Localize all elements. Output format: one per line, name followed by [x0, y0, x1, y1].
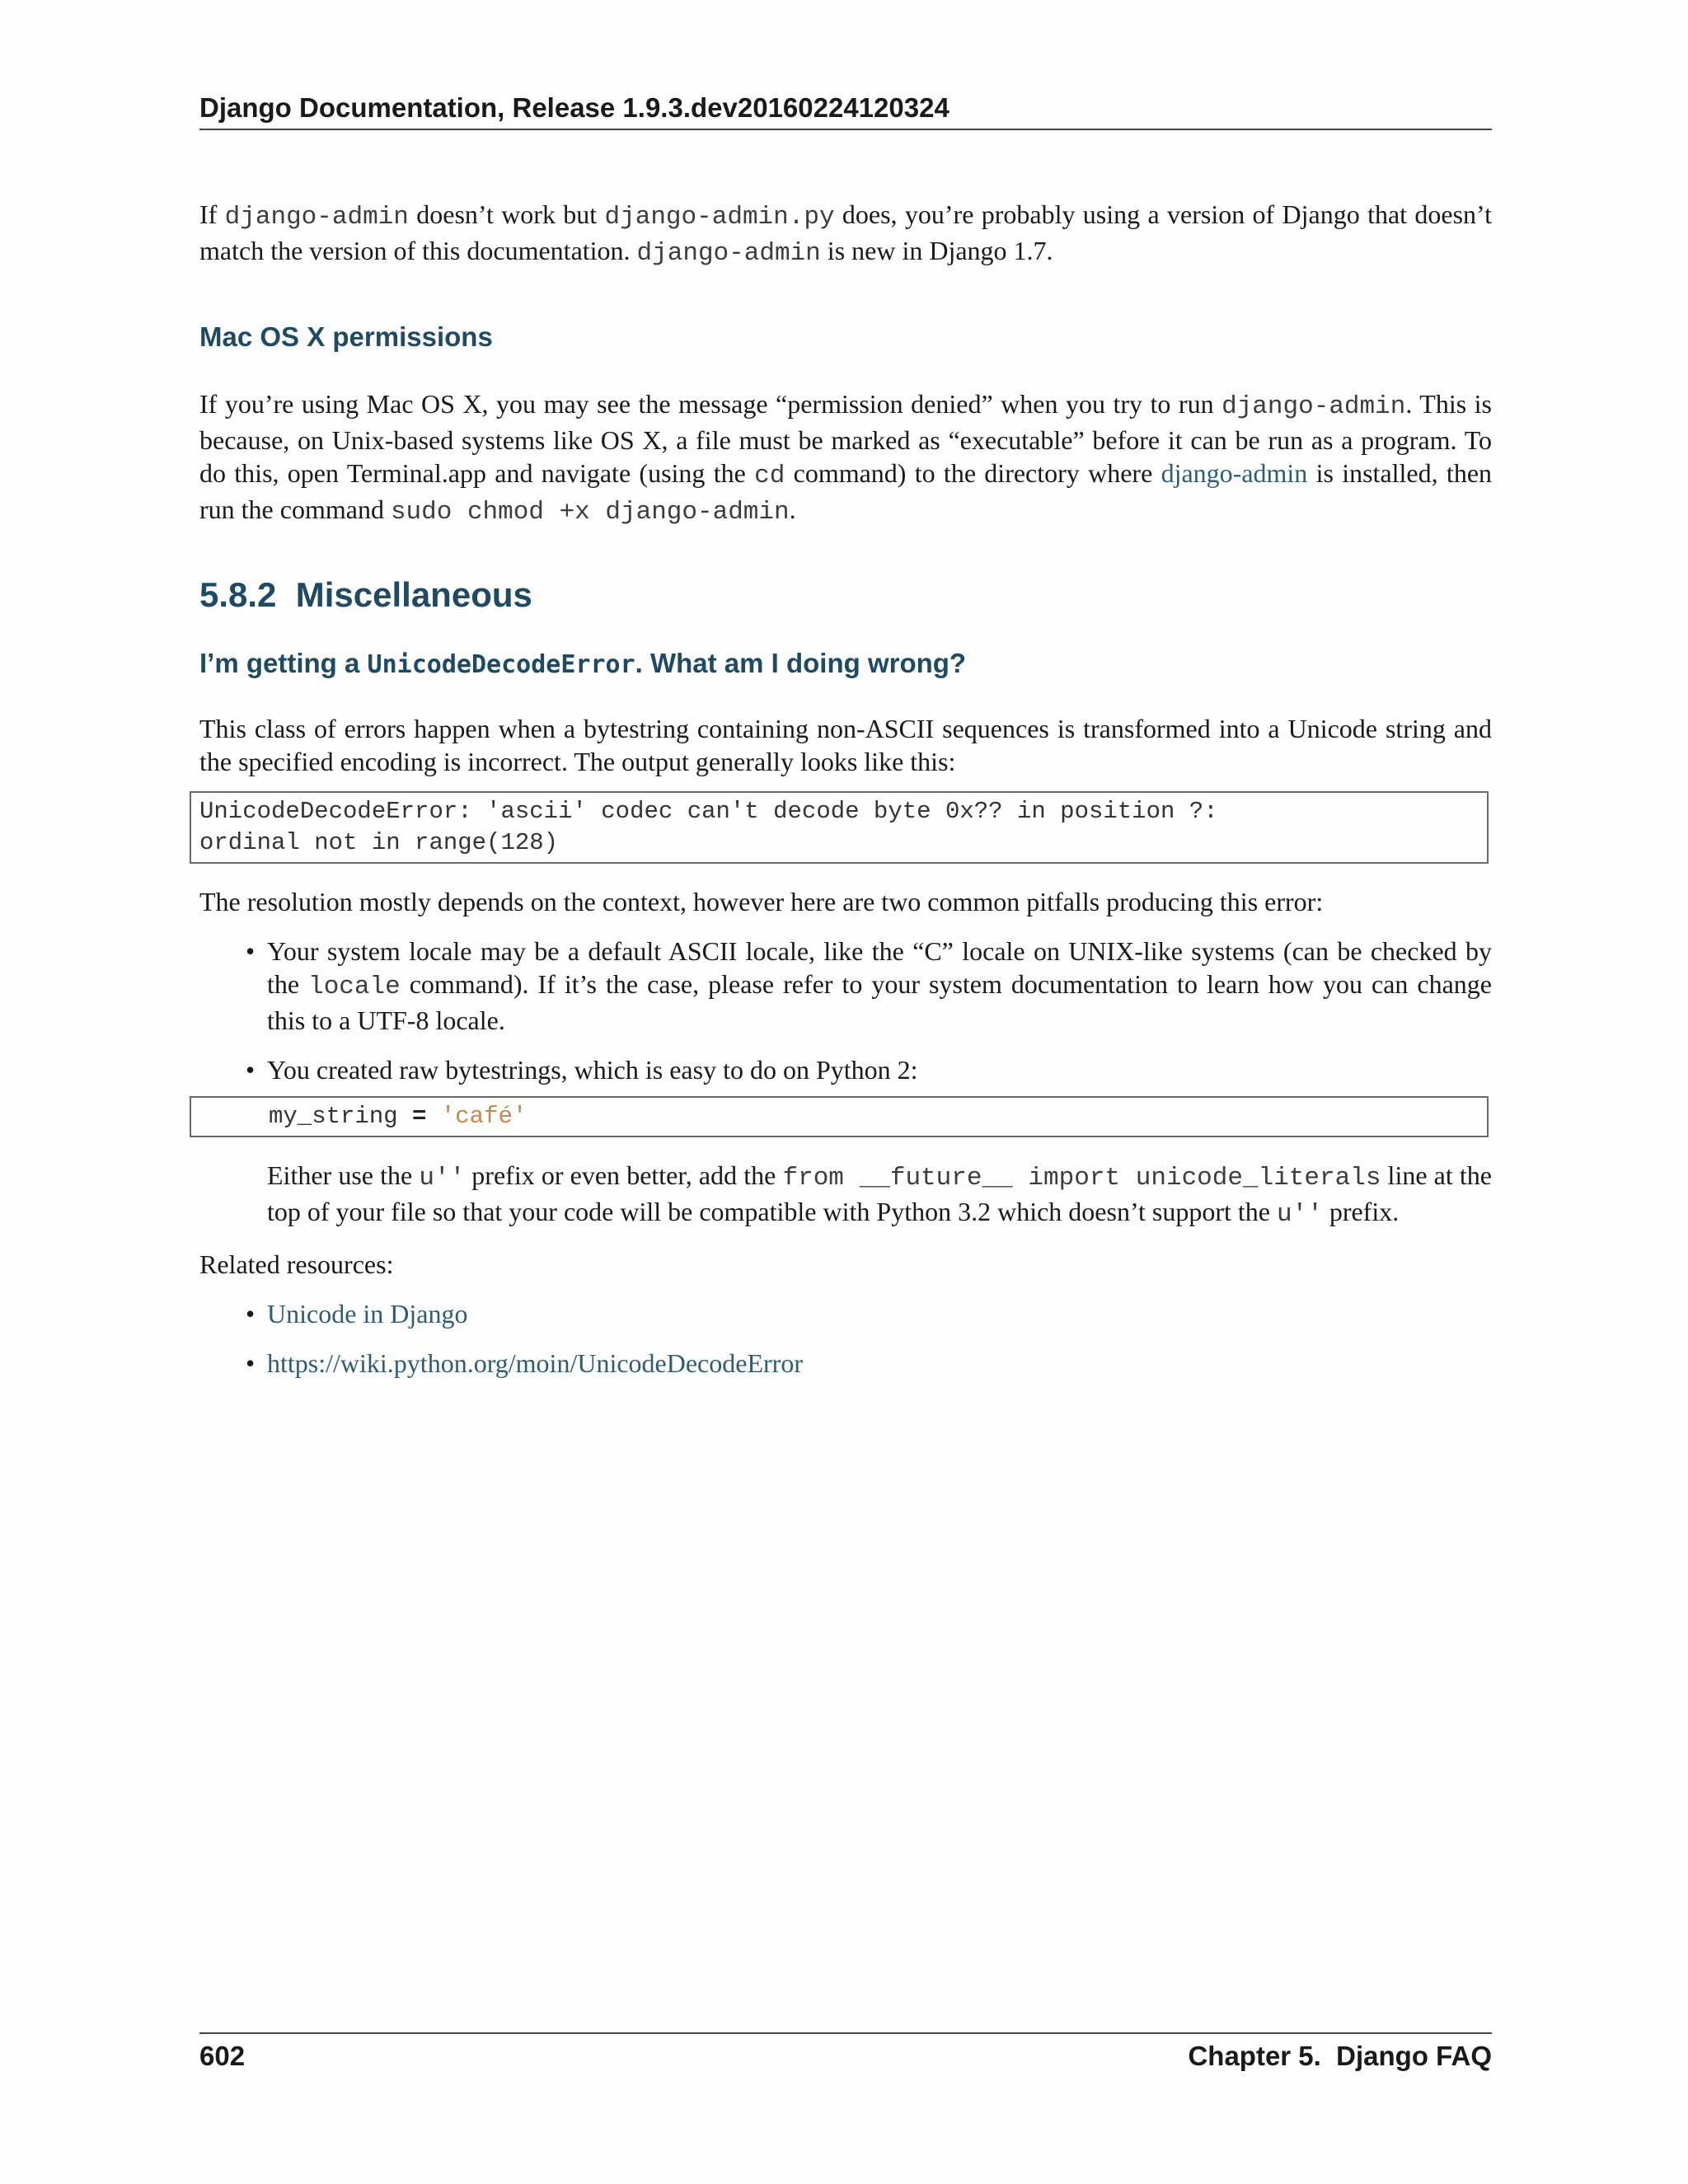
python-code-block	[190, 1096, 1489, 1137]
code-u-prefix: u''	[1277, 1200, 1323, 1229]
text: prefix.	[1322, 1197, 1400, 1226]
bullet: •	[246, 1348, 256, 1378]
text: is new in Django 1.7.	[820, 236, 1053, 265]
code-chmod-command: sudo chmod +x django-admin	[390, 498, 790, 527]
code-variable: my_string	[269, 1103, 398, 1130]
running-header: Django Documentation, Release 1.9.3.dev20160224120324	[199, 92, 1492, 130]
document-page	[199, 0, 1492, 2184]
text: Your system locale may be a default ASCII locale, like the “C” locale on UNIX-like systems (can be checked by the	[267, 936, 1492, 999]
text: If you’re using Mac OS X, you may see the message “permission denied” when you try to run	[199, 389, 1222, 419]
page-number: 602	[199, 2041, 246, 2071]
text: command). If it’s the case, please refer to your system documentation to learn how you can change this to a UTF-8 locale.	[267, 969, 1493, 1035]
resolution-paragraph: The resolution mostly depends on the context, however here are two common pitfalls producing this error:	[199, 887, 1324, 916]
link-python-wiki-unicode-decode-error[interactable]: https://wiki.python.org/moin/UnicodeDecodeError	[267, 1348, 803, 1378]
code-future-import: from __future__ import unicode_literals	[782, 1164, 1381, 1193]
text: line at the top of your file so that your code will be compatible with Python 3.2 which doesn’t support the	[267, 1160, 1493, 1226]
error-output-code-block	[190, 791, 1489, 864]
intro-paragraph	[199, 198, 1492, 270]
text: doesn’t work but	[408, 199, 605, 229]
page-content	[199, 198, 1492, 1380]
bullet: •	[246, 1055, 256, 1085]
text: If	[199, 199, 225, 229]
related-resources-label: Related resources:	[199, 1249, 394, 1279]
list-item	[199, 935, 1492, 1037]
text: prefix or even better, add the	[465, 1160, 783, 1190]
code-operator: =	[412, 1103, 427, 1130]
mac-paragraph	[199, 387, 1492, 529]
code-django-admin: django-admin	[636, 239, 821, 268]
link-django-admin[interactable]: django-admin	[1160, 458, 1308, 488]
code-django-admin: django-admin	[1221, 392, 1406, 421]
code-line: UnicodeDecodeError: 'ascii' codec can't decode byte 0x?? in position ?:	[199, 798, 1218, 825]
bullet: •	[246, 936, 256, 966]
list-item	[199, 1297, 1492, 1330]
text: I’m getting a	[199, 648, 368, 678]
text: . What am I doing wrong?	[635, 648, 967, 678]
prefix-advice-paragraph	[199, 1159, 1492, 1231]
heading-mac-os-x-permissions: Mac OS X permissions	[199, 321, 493, 352]
list-item	[199, 1347, 1492, 1380]
code-unicode-decode-error: UnicodeDecodeError	[367, 650, 635, 679]
text: command) to the directory where	[785, 458, 1161, 488]
chapter-title: Chapter 5. Django FAQ	[1188, 2041, 1492, 2071]
code-line: ordinal not in range(128)	[199, 829, 559, 856]
pitfalls-list	[199, 935, 1492, 1086]
code-string: 'café'	[440, 1103, 528, 1130]
text: is installed, then run the command	[199, 458, 1493, 524]
code-cd: cd	[754, 462, 785, 490]
resources-list	[199, 1297, 1492, 1380]
heading-unicode-decode-error	[199, 648, 1492, 679]
running-footer	[199, 2032, 1492, 2072]
code-django-admin-py: django-admin.py	[604, 203, 835, 232]
text: Either use the	[267, 1160, 420, 1190]
bullet: •	[246, 1299, 256, 1329]
link-unicode-in-django[interactable]: Unicode in Django	[267, 1299, 468, 1329]
code-django-admin: django-admin	[224, 203, 409, 232]
code-locale: locale	[308, 972, 401, 1001]
error-description-paragraph: This class of errors happen when a bytestring containing non-ASCII sequences is transformed into a Unicode string and the specified encoding is incorrect. The output generally looks like this:	[199, 714, 1492, 776]
text: You created raw bytestrings, which is easy to do on Python 2:	[267, 1055, 918, 1085]
text: does, you’re probably using a version of Django that doesn’t match the version of this documentation.	[199, 199, 1493, 265]
list-item	[199, 1053, 1492, 1086]
text: . This is because, on Unix-based systems like OS X, a file must be marked as “executable” before it can be run as a program. To do this, open Terminal.app and navigate (using the	[199, 389, 1493, 488]
section-heading-miscellaneous: 5.8.2 Miscellaneous	[199, 575, 532, 614]
text: .	[789, 494, 796, 524]
code-u-prefix: u''	[419, 1164, 466, 1193]
